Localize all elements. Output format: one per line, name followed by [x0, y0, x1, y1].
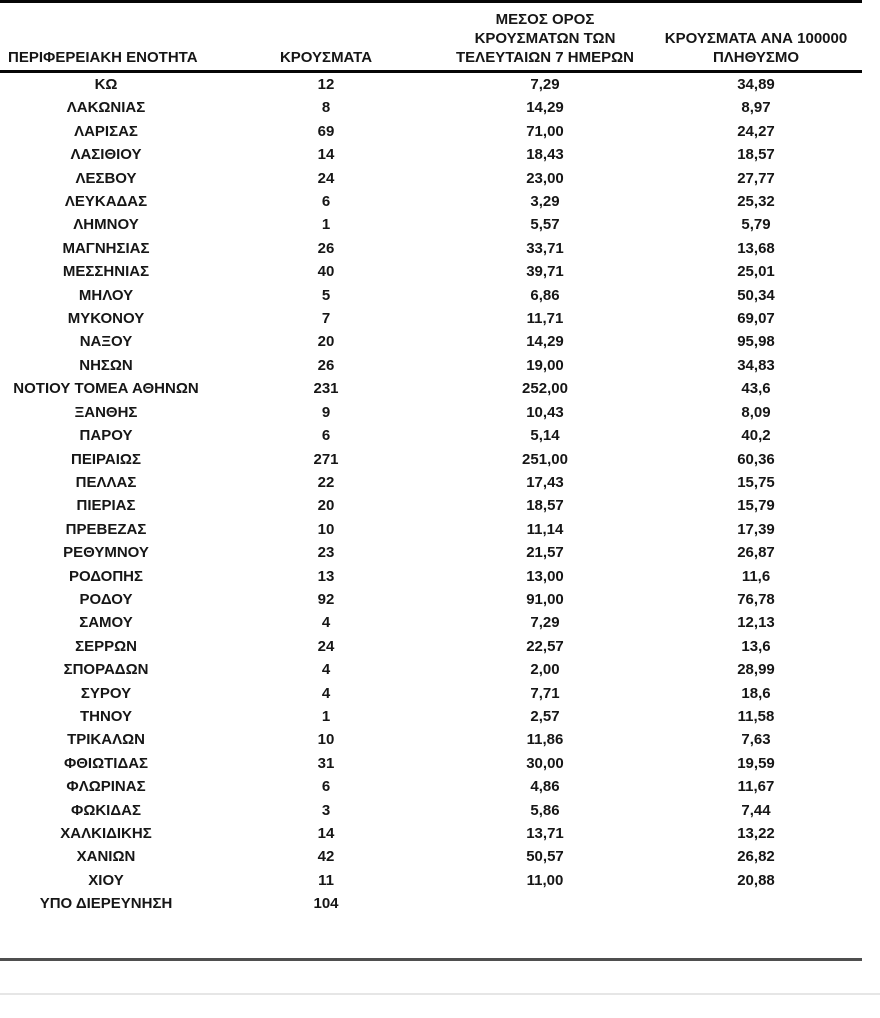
table-row: [0, 705, 862, 728]
cell-region: ΡΟΔΟΠΗΣ: [69, 567, 143, 585]
cell-region: ΞΑΝΘΗΣ: [74, 403, 138, 421]
cell-cases: 24: [317, 169, 335, 187]
cell-avg-7day: 3,29: [530, 193, 560, 211]
cell-avg-7day: 14,29: [526, 333, 564, 351]
cell-region: ΣΠΟΡΑΔΩΝ: [63, 661, 149, 679]
cell-region: ΤΗΝΟΥ: [79, 707, 133, 725]
cell-region: ΦΩΚΙΔΑΣ: [71, 801, 141, 819]
cell-cases: 3: [321, 801, 331, 819]
cell-cases: 22: [317, 473, 335, 491]
cell-region: ΛΑΣΙΘΙΟΥ: [70, 146, 142, 164]
cell-avg-7day: [440, 892, 650, 915]
cell-per-100k: 18,6: [741, 684, 771, 702]
cell-avg-7day: 2,57: [530, 707, 560, 725]
cell-avg-7day: 252,00: [522, 380, 568, 398]
cell-avg-7day: 50,57: [526, 848, 564, 866]
cell-cases: 10: [317, 520, 335, 538]
cell-region: ΛΕΥΚΑΔΑΣ: [64, 193, 148, 211]
cell-cases: 40: [317, 263, 335, 281]
cell-avg-7day: 17,43: [526, 473, 564, 491]
cell-avg-7day: 22,57: [526, 637, 564, 655]
cell-region: ΜΥΚΟΝΟΥ: [67, 310, 145, 328]
cell-avg-7day: 91,00: [526, 590, 564, 608]
cell-per-100k: 11,67: [737, 778, 775, 796]
cell-cases: 7: [321, 310, 331, 328]
table-row: [0, 307, 862, 330]
table-row: [0, 260, 862, 283]
header-per-100k: [650, 2, 862, 72]
cell-per-100k: 17,39: [737, 520, 775, 538]
cell-cases: 20: [317, 333, 335, 351]
header-avg-7day-line1: ΜΕΣΟΣ ΟΡΟΣ: [495, 11, 595, 28]
cell-per-100k: 28,99: [737, 661, 775, 679]
table-row: [0, 541, 862, 564]
cell-avg-7day: 2,00: [530, 661, 560, 679]
cell-cases: 4: [321, 684, 331, 702]
table-row: [0, 190, 862, 213]
cell-region: ΜΑΓΝΗΣΙΑΣ: [62, 239, 150, 257]
cell-per-100k: 24,27: [737, 122, 775, 140]
cell-region: ΚΩ: [94, 76, 118, 93]
cell-per-100k: 13,6: [741, 637, 771, 655]
table-row: [0, 658, 862, 681]
header-avg-7day-line2: ΚΡΟΥΣΜΑΤΩΝ ΤΩΝ: [474, 30, 616, 47]
cell-cases: 6: [321, 778, 331, 796]
cell-cases: 26: [317, 239, 335, 257]
cell-avg-7day: 7,29: [530, 76, 560, 93]
cell-region: ΦΘΙΩΤΙΔΑΣ: [63, 754, 149, 772]
cell-region: ΜΕΣΣΗΝΙΑΣ: [62, 263, 150, 281]
cell-avg-7day: 39,71: [526, 263, 564, 281]
cell-region: ΝΟΤΙΟΥ ΤΟΜΕΑ ΑΘΗΝΩΝ: [13, 380, 199, 398]
cell-per-100k: 34,89: [737, 76, 775, 93]
header-avg-7day-line3: ΤΕΛΕΥΤΑΙΩΝ 7 ΗΜΕΡΩΝ: [456, 49, 634, 66]
cell-cases: 14: [317, 146, 335, 164]
table-row: [0, 284, 862, 307]
cell-per-100k: 25,01: [737, 263, 775, 281]
cell-region: ΠΑΡΟΥ: [79, 427, 133, 445]
table-row: [0, 565, 862, 588]
table-row: [0, 892, 862, 915]
cell-per-100k: 12,13: [737, 614, 775, 632]
cell-per-100k: 11,6: [741, 567, 771, 585]
cell-per-100k: 34,83: [737, 356, 775, 374]
cell-region: ΦΛΩΡΙΝΑΣ: [66, 778, 146, 796]
cell-cases: 23: [317, 544, 335, 562]
table-row: [0, 775, 862, 798]
cell-avg-7day: 23,00: [526, 169, 564, 187]
cell-avg-7day: 6,86: [530, 286, 560, 304]
cell-avg-7day: 5,14: [530, 427, 560, 445]
cell-region: ΧΙΟΥ: [88, 871, 124, 889]
table-row: [0, 752, 862, 775]
cell-region: ΣΥΡΟΥ: [80, 684, 132, 702]
cell-cases: 92: [317, 590, 335, 608]
cell-per-100k: 43,6: [741, 380, 771, 398]
cell-avg-7day: 19,00: [526, 356, 564, 374]
table-row: [0, 330, 862, 353]
cell-region: ΝΑΞΟΥ: [79, 333, 133, 351]
cell-avg-7day: 11,86: [526, 731, 564, 749]
cell-avg-7day: 10,43: [526, 403, 564, 421]
cell-region: ΣΕΡΡΩΝ: [75, 637, 137, 655]
table-row: [0, 72, 862, 97]
cell-cases: 271: [313, 450, 339, 468]
cell-avg-7day: 7,71: [530, 684, 560, 702]
cell-cases: 31: [317, 754, 335, 772]
cell-cases: 4: [321, 661, 331, 679]
table-row: [0, 799, 862, 822]
table-row: [0, 448, 862, 471]
table-row: [0, 611, 862, 634]
table-row: [0, 424, 862, 447]
cell-cases: 20: [317, 497, 335, 515]
cell-region: ΤΡΙΚΑΛΩΝ: [67, 731, 145, 749]
cell-cases: 11: [318, 871, 334, 889]
cell-region: ΥΠΟ ΔΙΕΡΕΥΝΗΣΗ: [39, 895, 173, 913]
table-row: [0, 822, 862, 845]
cell-cases: 13: [317, 567, 335, 585]
cell-per-100k: 13,68: [737, 239, 775, 257]
cell-per-100k: 26,82: [737, 848, 775, 866]
table-row: [0, 377, 862, 400]
cell-avg-7day: 21,57: [526, 544, 564, 562]
table-row: [0, 143, 862, 166]
cell-region: ΠΙΕΡΙΑΣ: [76, 497, 136, 515]
cell-avg-7day: 7,29: [530, 614, 560, 632]
cell-region: ΛΑΚΩΝΙΑΣ: [66, 99, 146, 117]
table-row: [0, 96, 862, 119]
table-row: [0, 635, 862, 658]
cell-avg-7day: 18,57: [526, 497, 564, 515]
header-region: ΠΕΡΙΦΕΡΕΙΑΚΗ ΕΝΟΤΗΤΑ: [0, 2, 212, 72]
cell-cases: 14: [317, 825, 335, 842]
cell-region: ΛΗΜΝΟΥ: [73, 216, 139, 234]
cell-avg-7day: 33,71: [526, 239, 564, 257]
cell-region: ΧΑΛΚΙΔΙΚΗΣ: [60, 825, 152, 842]
table-row: [0, 237, 862, 260]
cell-cases: 1: [321, 216, 331, 234]
table-body: [0, 72, 862, 916]
cell-cases: 42: [317, 848, 335, 866]
cell-region: ΠΡΕΒΕΖΑΣ: [65, 520, 147, 538]
header-per-100k-line1: ΚΡΟΥΣΜΑΤΑ ΑΝΑ 100000: [664, 30, 848, 47]
cell-cases: 24: [317, 637, 335, 655]
table-header: [0, 2, 862, 72]
header-row: [0, 2, 862, 72]
cell-per-100k: 25,32: [737, 193, 775, 211]
cell-avg-7day: 71,00: [526, 122, 564, 140]
cell-per-100k: 27,77: [737, 169, 775, 187]
cell-avg-7day: 5,57: [530, 216, 560, 234]
header-cases: ΚΡΟΥΣΜΑΤΑ: [212, 2, 440, 72]
cell-cases: 5: [321, 286, 331, 304]
cell-region: ΡΕΘΥΜΝΟΥ: [63, 544, 149, 562]
cell-region: ΝΗΣΩΝ: [79, 356, 133, 374]
cell-per-100k: 76,78: [737, 590, 775, 608]
cell-cases: 69: [317, 122, 335, 140]
cell-per-100k: 69,07: [737, 310, 775, 328]
cell-per-100k: 8,97: [741, 99, 771, 117]
cell-per-100k: 18,57: [737, 146, 775, 164]
cell-cases: 6: [321, 427, 331, 445]
cell-per-100k: 26,87: [737, 544, 775, 562]
cell-per-100k: 15,79: [737, 497, 775, 515]
cell-cases: 231: [313, 380, 339, 398]
cell-per-100k: 15,75: [737, 473, 775, 491]
cell-region: ΛΕΣΒΟΥ: [75, 169, 137, 187]
bottom-rule-light: [0, 993, 880, 995]
cell-region: ΛΑΡΙΣΑΣ: [74, 122, 138, 140]
table-row: [0, 120, 862, 143]
cell-avg-7day: 4,86: [530, 778, 560, 796]
cell-region: ΠΕΛΛΑΣ: [75, 473, 137, 491]
table-row: [0, 518, 862, 541]
cell-avg-7day: 13,71: [526, 825, 564, 842]
table-row: [0, 213, 862, 236]
cell-per-100k: 20,88: [737, 871, 775, 889]
cell-avg-7day: 11,00: [526, 871, 564, 889]
cell-per-100k: 50,34: [737, 286, 775, 304]
cell-per-100k: 13,22: [737, 825, 775, 842]
cell-cases: 4: [321, 614, 331, 632]
cell-region: ΡΟΔΟΥ: [79, 590, 133, 608]
cell-per-100k: 8,09: [741, 403, 771, 421]
cell-avg-7day: 11,14: [526, 520, 564, 538]
cell-per-100k: 95,98: [737, 333, 775, 351]
cell-cases: 12: [317, 76, 335, 93]
table-row: [0, 494, 862, 517]
cell-avg-7day: 18,43: [526, 146, 564, 164]
cell-per-100k: 19,59: [737, 754, 775, 772]
cell-per-100k: 7,44: [741, 801, 771, 819]
cell-per-100k: 11,58: [737, 707, 775, 725]
cell-avg-7day: 14,29: [526, 99, 564, 117]
table-row: [0, 728, 862, 751]
cell-per-100k: 7,63: [741, 731, 771, 749]
cell-per-100k: 60,36: [737, 450, 775, 468]
header-per-100k-line2: ΠΛΗΘΥΣΜΟ: [712, 49, 800, 66]
cell-avg-7day: 30,00: [526, 754, 564, 772]
cell-cases: 9: [321, 403, 331, 421]
cell-cases: 10: [317, 731, 335, 749]
cell-cases: 6: [321, 193, 331, 211]
cell-avg-7day: 251,00: [522, 450, 568, 468]
table-row: [0, 869, 862, 892]
header-avg-7day: [440, 2, 650, 72]
cell-avg-7day: 13,00: [526, 567, 564, 585]
cell-cases: 8: [321, 99, 331, 117]
cell-region: ΣΑΜΟΥ: [79, 614, 133, 632]
table-row: [0, 401, 862, 424]
cell-cases: 1: [321, 707, 331, 725]
cell-per-100k: 5,79: [741, 216, 771, 234]
cell-per-100k: [650, 892, 862, 915]
cell-per-100k: 40,2: [741, 427, 771, 445]
table-row: [0, 588, 862, 611]
cell-cases: 26: [317, 356, 335, 374]
cell-cases: 104: [313, 895, 339, 913]
cell-avg-7day: 5,86: [530, 801, 560, 819]
table-row: [0, 354, 862, 377]
table-row: [0, 682, 862, 705]
table-row: [0, 471, 862, 494]
table-row: [0, 167, 862, 190]
bottom-rule-dark: [0, 958, 862, 961]
table-row: [0, 845, 862, 868]
cell-avg-7day: 11,71: [526, 310, 564, 328]
cell-region: ΧΑΝΙΩΝ: [76, 848, 136, 866]
cell-region: ΜΗΛΟΥ: [78, 286, 134, 304]
cell-region: ΠΕΙΡΑΙΩΣ: [71, 450, 141, 468]
